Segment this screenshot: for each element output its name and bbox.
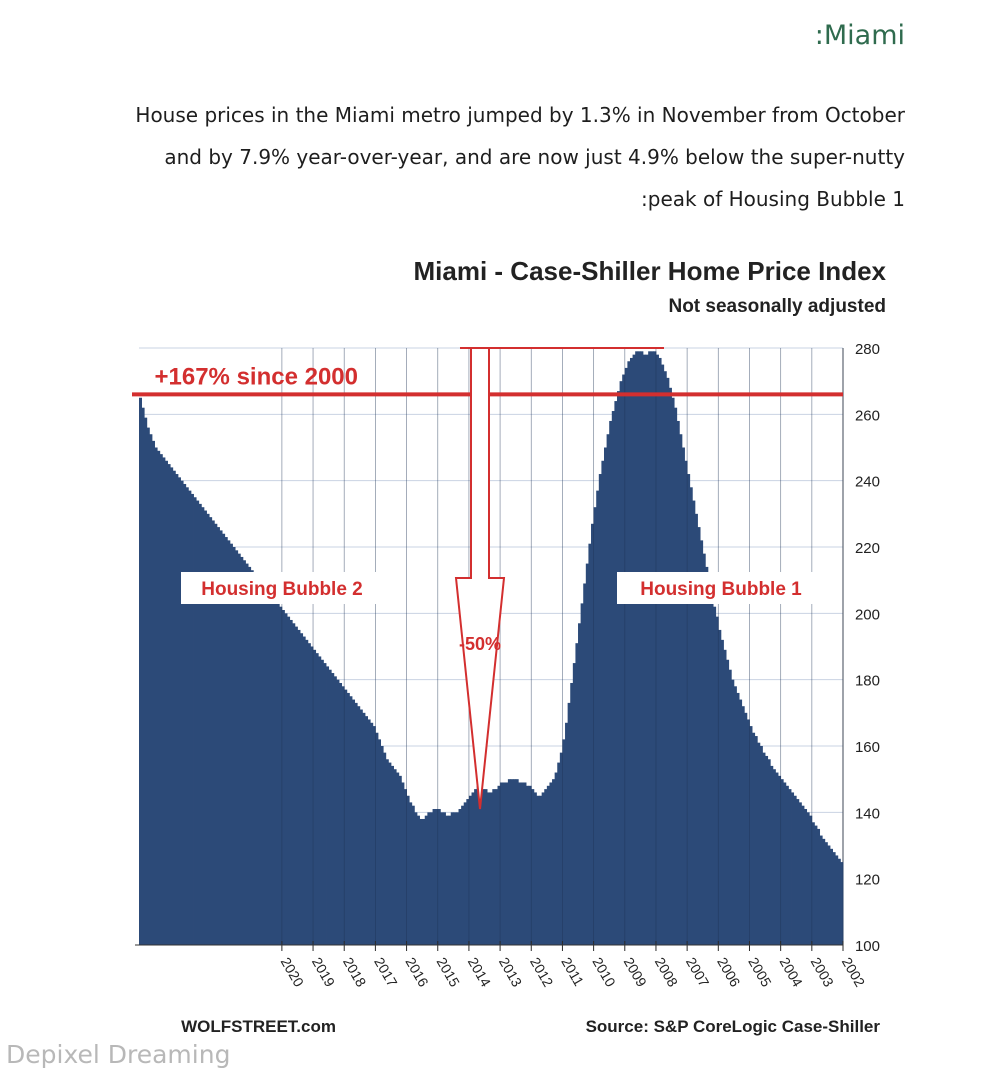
bar [318,656,321,945]
bar [500,782,503,945]
x-tick-label: 2019 [308,954,339,990]
bar [674,408,677,945]
bar [490,792,493,945]
bar [181,481,184,945]
bar [386,759,389,945]
y-tick-label: 180 [854,672,880,690]
bar [739,700,742,945]
bar [768,759,771,945]
y-tick-label: 220 [854,540,880,557]
bar [430,812,433,945]
bar [162,457,165,945]
bar [339,683,342,945]
bar [523,782,526,945]
bar [407,796,410,945]
bar [147,428,150,945]
bar [557,763,560,945]
bar [773,769,776,945]
bar [687,474,690,945]
bar [357,706,360,945]
bar [381,746,384,945]
bar [383,753,386,945]
bar [168,464,171,945]
x-tick-label: 2011 [558,954,588,989]
bar [144,418,147,945]
bar [682,448,685,946]
bar [420,819,423,945]
x-tick-label: 2003 [807,954,838,990]
bar [412,806,415,945]
bar [742,706,745,945]
bar [284,613,287,945]
bar [656,355,659,945]
bar [266,590,269,945]
bar [521,782,524,945]
bar [178,477,181,945]
bar [651,351,654,945]
chart-title: Miami - Case-Shiller Home Price Index [413,256,886,286]
source-note: Source: S&P CoreLogic Case-Shiller [585,1017,880,1036]
bar [672,398,675,945]
bar [794,796,797,945]
bar [552,779,555,945]
bar [448,816,451,945]
bar [300,633,303,945]
bar [438,809,441,945]
bar [368,719,371,945]
bar [555,773,558,945]
bar [157,451,160,945]
bar [755,736,758,945]
bar [292,623,295,945]
bar [617,391,620,945]
bar [248,567,251,945]
bar [233,547,236,945]
bar [360,710,363,945]
bar [757,743,760,945]
right-label: Housing Bubble 1 [640,579,802,600]
bar [804,809,807,945]
bar [456,812,459,945]
bar [781,779,784,945]
bar [347,693,350,945]
bar [427,812,430,945]
x-tick-label: 2018 [340,954,370,990]
bar [547,786,550,945]
x-tick-label: 2007 [682,954,713,990]
reference-line-label: +167% since 2000 [154,363,358,391]
bar [536,796,539,945]
x-tick-label: 2002 [838,954,869,990]
bar [422,819,425,945]
bar [394,769,397,945]
drop-arrow [456,348,504,809]
x-tick-label: 2006 [714,954,744,990]
credit-note: WOLFSTREET.com [181,1017,336,1036]
bar [175,474,178,945]
x-tick-label: 2017 [371,954,401,990]
bar [596,491,599,945]
x-tick-label: 2020 [277,954,308,990]
bar [336,680,339,945]
paragraph-line-2: and by 7.9% year-over-year, and are now just 4.9% below the super-nutty [164,145,905,169]
bar [186,487,189,945]
bar [581,603,584,945]
bar [648,351,651,945]
bar [599,474,602,945]
bar [534,792,537,945]
bar [838,859,841,945]
y-axis-ticks [855,341,880,955]
bar [183,484,186,945]
bar [194,497,197,945]
bar [446,816,449,945]
bar [472,792,475,945]
bar [139,398,142,945]
bar [692,501,695,945]
bar [510,779,513,945]
bar [570,683,573,945]
bar [487,792,490,945]
bar [833,852,836,945]
x-tick-label: 2004 [776,954,806,990]
bar [661,365,664,945]
bar [308,643,311,945]
bar [269,593,272,945]
bar [820,836,823,945]
bar [614,401,617,945]
bar [165,461,168,945]
bar [253,574,256,945]
left-label: Housing Bubble 2 [201,579,363,600]
bar [770,766,773,945]
bar [690,487,693,945]
bar [277,603,280,945]
bar [316,653,319,945]
bar [313,650,316,945]
bar [362,713,365,945]
bar [822,839,825,945]
bar [542,792,545,945]
bar [518,782,521,945]
bar [783,782,786,945]
bar [503,782,506,945]
x-tick-label: 2014 [464,954,495,990]
bar [664,371,667,945]
x-tick-label: 2012 [527,954,557,990]
bar [830,849,833,945]
bar [191,494,194,945]
bar [635,351,638,945]
bar [196,501,199,945]
x-tick-label: 2005 [745,954,775,990]
bar [417,816,420,945]
bar [736,693,739,945]
paragraph-line-1: House prices in the Miami metro jumped by 1.3% in November from October [135,103,905,127]
bar [607,434,610,945]
bar [409,802,412,945]
section-heading: :Miami [814,20,905,51]
y-tick-label: 160 [854,739,880,756]
x-tick-label: 2015 [433,954,463,990]
bar [633,355,636,945]
bar [762,753,765,945]
bar [152,441,155,945]
bar [375,733,378,945]
bar [825,842,828,945]
bar [721,640,724,945]
bar [323,663,326,945]
bar [625,368,628,945]
bar [539,796,542,945]
bar [479,786,482,945]
bar [586,564,589,945]
bar [612,411,615,945]
bar [677,421,680,945]
bar [160,454,163,945]
bar [638,351,641,945]
bar [485,789,488,945]
bar [238,554,241,945]
bar [305,640,308,945]
bar [703,554,706,945]
paragraph-line-3: :peak of Housing Bubble 1 [641,187,905,211]
bar [711,593,714,945]
bar [378,739,381,945]
price-index-chart [0,240,983,1040]
bar [451,812,454,945]
bar [749,726,752,945]
bar [583,583,586,945]
bar [640,351,643,945]
watermark: Depixel Dreaming [6,1040,231,1069]
bar [594,507,597,945]
bar [659,358,662,945]
bar [469,796,472,945]
y-tick-label: 140 [854,805,880,823]
bar [812,822,815,945]
bar [261,583,264,945]
bar [290,620,293,945]
bar [461,806,464,945]
intro-paragraph [45,94,905,220]
bar [295,627,298,945]
y-tick-label: 200 [854,606,880,624]
bar [578,623,581,945]
bar [752,733,755,945]
drop-label: -50% [458,634,502,654]
bar [526,786,529,945]
chart-subtitle: Not seasonally adjusted [668,296,886,317]
bar [724,650,727,945]
bar [666,378,669,945]
bar [433,809,436,945]
bar [388,763,391,945]
bar [713,607,716,945]
bar [630,358,633,945]
bar [627,361,630,945]
y-tick-label: 120 [854,871,880,889]
bar [601,461,604,945]
bar [482,789,485,945]
bar [414,812,417,945]
bar [505,782,508,945]
x-tick-label: 2016 [402,954,432,990]
y-tick-label: 280 [854,341,880,358]
bar [142,408,145,945]
bar [788,789,791,945]
bar [453,812,456,945]
bar [731,680,734,945]
x-tick-label: 2008 [651,954,682,990]
bar [321,660,324,945]
bar [827,846,830,946]
bar [799,802,802,945]
bar [297,630,300,945]
bar [705,567,708,945]
bar [744,713,747,945]
bar [729,670,732,945]
bar [474,789,477,945]
bar [801,806,804,945]
bar [256,577,259,945]
bar [170,467,173,945]
bar [391,766,394,945]
bar [549,782,552,945]
x-tick-label: 2013 [495,954,526,990]
bar [199,504,202,945]
bar [604,448,607,946]
bar [365,716,368,945]
y-tick-label: 100 [854,938,880,955]
bar [274,600,277,945]
bar [464,802,467,945]
bar [370,723,373,945]
bar [786,786,789,945]
bar [173,471,176,945]
bar [726,660,729,945]
y-tick-label: 240 [854,473,880,491]
bar [235,550,238,945]
bar [796,799,799,945]
bar [775,773,778,945]
bar [492,789,495,945]
bar [149,434,152,945]
bar [243,560,246,945]
bar [264,587,267,945]
bar [443,812,446,945]
bar [399,776,402,945]
bar [326,666,329,945]
bar [575,643,578,945]
bar [246,564,249,945]
bar [531,789,534,945]
bar [679,434,682,945]
bar [513,779,516,945]
bar [508,779,511,945]
bar [155,448,158,946]
bar [188,491,191,945]
bar [258,580,261,945]
bar [544,789,547,945]
bar [425,816,428,945]
bar [835,855,838,945]
bar [331,673,334,945]
bar [609,421,612,945]
bar [495,789,498,945]
bar [329,670,332,945]
bar [791,792,794,945]
bar [303,637,306,945]
bar [271,597,274,945]
bar [516,779,519,945]
bar [477,786,480,945]
bar [568,703,571,945]
bar [344,690,347,945]
bar [355,703,358,945]
bar [708,580,711,945]
bar [765,756,768,945]
bar [646,355,649,945]
x-tick-label: 2010 [589,954,619,990]
x-axis-ticks [135,941,868,990]
bar [588,544,591,945]
bar [287,617,290,945]
bar [349,696,352,945]
bar [807,812,810,945]
bar [620,381,623,945]
bar [396,773,399,945]
x-tick-label: 2009 [620,954,651,990]
bar [240,557,243,945]
bar [669,388,672,945]
bar [760,746,763,945]
bar [401,782,404,945]
bar [814,826,817,945]
bar [334,676,337,945]
bar [565,723,568,945]
bar [718,630,721,945]
bar [459,809,462,945]
bar [817,829,820,945]
bar [352,700,355,945]
bar [643,355,646,945]
bar [251,570,254,945]
bar [734,686,737,945]
bar [573,663,576,945]
y-tick-label: 260 [854,407,880,425]
bar [440,812,443,945]
bar [282,610,285,945]
bar [562,739,565,945]
